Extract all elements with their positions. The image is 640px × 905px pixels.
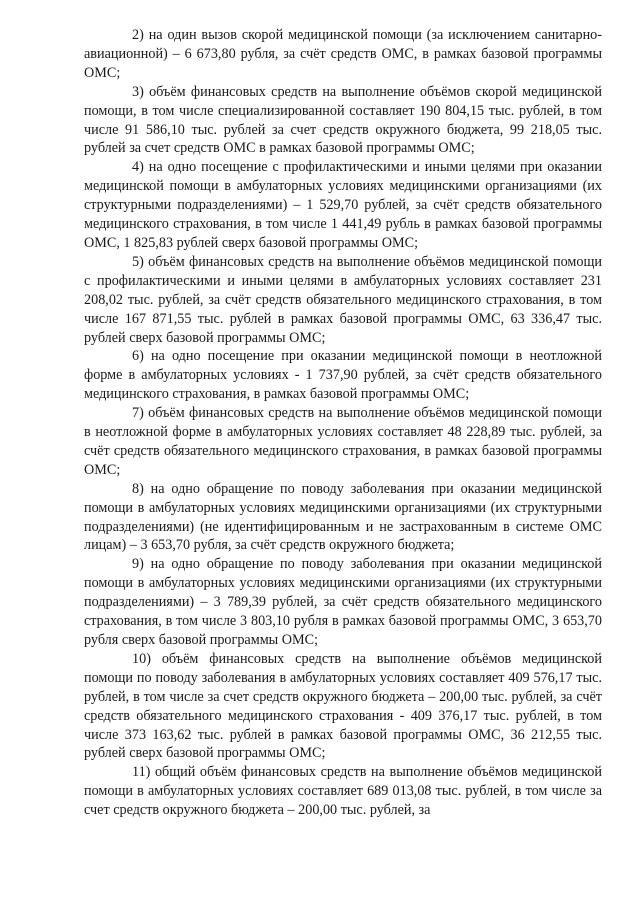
paragraph-item-2: 2) на один вызов скорой медицинской помощи (за исключением санитарно-авиационной) – 6 673,80 рубля, за счёт средств ОМС, в рамках базовой программы ОМС; [84,27,602,81]
paragraph-item-7: 7) объём финансовых средств на выполнение объёмов медицинской помощи в неотложной форме в амбулаторных условиях составляет 48 228,89 тыс. рублей, за счёт средств обязательного медицинского страхования, в рамках базовой программы ОМС; [84,405,602,478]
paragraph-item-11: 11) общий объём финансовых средств на выполнение объёмов медицинской помощи в амбулаторных условиях составляет 689 013,08 тыс. рублей, в том числе за счет средств окружного бюджета – 200,00 тыс. рублей, за [84,764,602,819]
paragraph-item-8: 8) на одно обращение по поводу заболевания при оказании медицинской помощи в амбулаторных условиях медицинскими организациями (их структурными подразделениями) (не идентифицированным и не застрахованным в системе ОМС лицам) – 3 653,70 рубля, за счёт средств окружного бюджета; [84,480,602,554]
paragraph-item-4: 4) на одно посещение с профилактическими и иными целями при оказании медицинской помощи в амбулаторных условиях медицинскими организациями (их структурными подразделениями) – 1 529,70 рублей, за счёт средств обязательного медицинского страхования, в том числе 1 441,49 рубль в рамках базовой программы ОМС, 1 825,83 рублей сверх базовой программы ОМС; [84,159,602,251]
paragraph-item-5: 5) объём финансовых средств на выполнение объёмов медицинской помощи с профилактическими и иными целями в амбулаторных условиях составляет 231 208,02 тыс. рублей, за счёт средств обязательного медицинского страхования, в том числе 167 871,55 тыс. рублей в рамках базовой программы ОМС, 63 336,47 тыс. рублей сверх базовой программы ОМС; [84,253,602,346]
paragraph-item-3: 3) объём финансовых средств на выполнение объёмов скорой медицинской помощи, в том числе специализированной составляет 190 804,15 тыс. рублей, в том числе 91 586,10 тыс. рублей за счет средств окружного бюджета, 99 218,05 тыс. рублей за счет средств ОМС в рамках базовой программы ОМС; [84,83,602,157]
paragraph-item-10: 10) объём финансовых средств на выполнение объёмов медицинской помощи по поводу заболевания в амбулаторных условиях составляет 409 576,17 тыс. рублей, в том числе за счет средств окружного бюджета – 200,00 тыс. рублей, за счёт средств обязательного медицинского страхования - 409 376,17 тыс. рублей, в том числе 373 163,62 тыс. рублей в рамках базовой программы ОМС, 36 212,55 тыс. рублей сверх базовой программы ОМС; [84,650,602,762]
paragraph-item-6: 6) на одно посещение при оказании медицинской помощи в неотложной форме в амбулаторных условиях - 1 737,90 рублей, за счёт средств обязательного медицинского страхования, в рамках базовой программы ОМС; [84,348,602,403]
paragraph-item-9: 9) на одно обращение по поводу заболевания при оказании медицинской помощи в амбулаторных условиях медицинскими организациями (их структурными подразделениями) – 3 789,39 рублей, за счёт средств обязательного медицинского страхования, в том числе 3 803,10 рубля в рамках базовой программы ОМС, 3 653,70 рубля сверх базовой программы ОМС; [84,556,602,648]
document-page [84,26,602,820]
